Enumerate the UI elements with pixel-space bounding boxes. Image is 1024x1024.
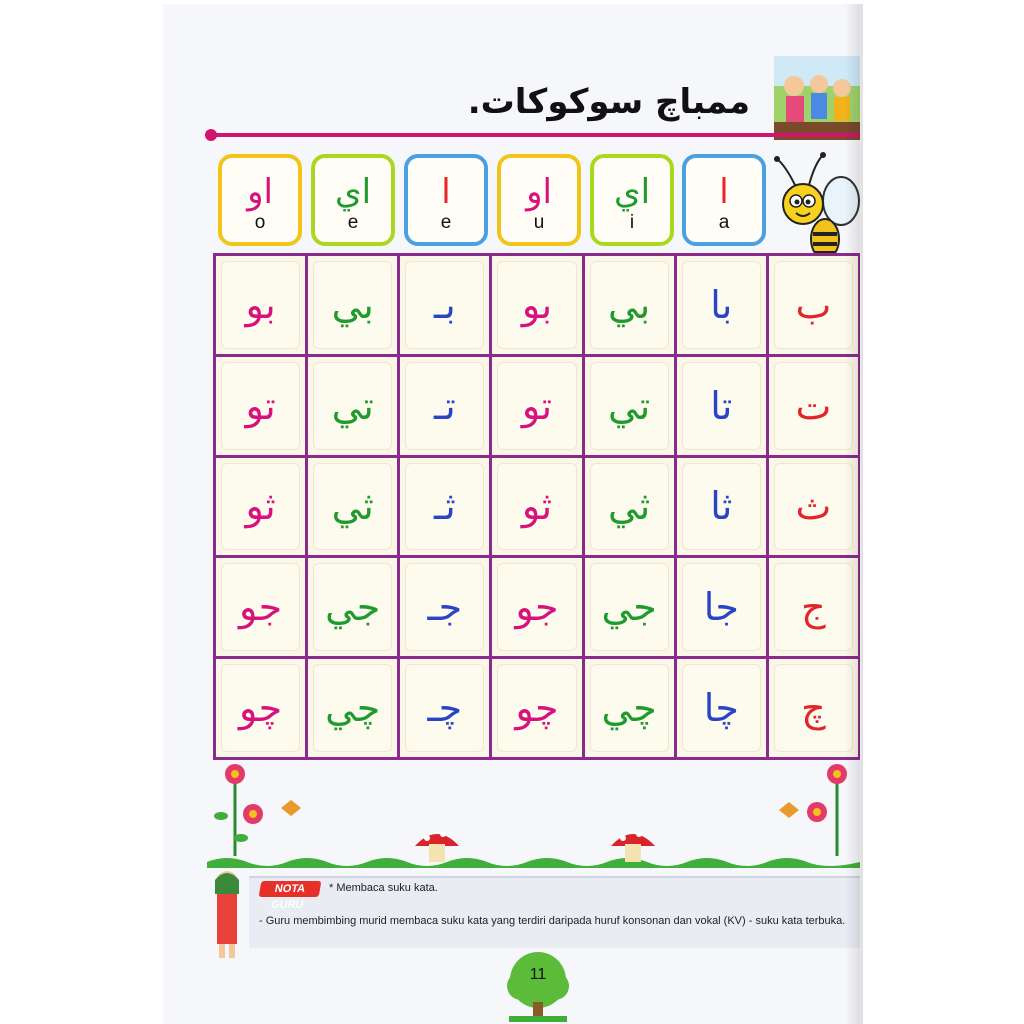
syllable-text: با [710, 282, 733, 327]
vowel-box-o [218, 154, 302, 246]
vowel-arabic: او [247, 172, 273, 212]
grid-cell [308, 256, 397, 354]
syllable-text: تو [245, 383, 276, 428]
grid-cell [400, 256, 489, 354]
page-number-badge [503, 950, 573, 1024]
grid-cell [677, 458, 766, 556]
consonant-text: ت [795, 383, 832, 428]
syllable-text: چي [601, 686, 657, 731]
syllable-text: ثو [521, 484, 553, 529]
grid-cell [400, 558, 489, 656]
vowel-latin: o [254, 212, 266, 233]
grid-cell [492, 357, 581, 455]
syllable-text: چي [325, 686, 381, 731]
teacher-figure-icon [207, 866, 251, 966]
grid-cell [308, 458, 397, 556]
grid-cell [677, 558, 766, 656]
syllable-text: تو [521, 383, 553, 428]
syllable-text: جي [325, 585, 381, 630]
syllable-text: ثـ [433, 484, 456, 529]
syllable-text: بو [521, 282, 553, 327]
grid-cell [492, 659, 581, 757]
syllable-text: بو [245, 282, 276, 327]
syllable-text: جي [601, 585, 657, 630]
textbook-page [163, 4, 860, 1024]
vowel-arabic: اي [334, 172, 372, 212]
grid-cell [216, 458, 305, 556]
vowel-box-i [590, 154, 674, 246]
teacher-note-label: NOTA GURU [259, 881, 322, 897]
grid-cell [216, 558, 305, 656]
grid-cell [585, 659, 674, 757]
vowel-box-u [497, 154, 581, 246]
syllable-text: چا [703, 686, 739, 731]
grid-cell [585, 357, 674, 455]
teacher-note-point: * Membaca suku kata. [329, 882, 438, 894]
grid-cell [216, 256, 305, 354]
consonant-text: ج [801, 585, 826, 630]
vowel-latin: e [347, 212, 359, 233]
syllable-text: بي [331, 282, 374, 327]
grid-cell [400, 458, 489, 556]
grid-cell [216, 357, 305, 455]
grid-cell [492, 256, 581, 354]
page-title: ممباچ سوكوكات. [467, 82, 750, 122]
syllable-text: بي [608, 282, 651, 327]
syllable-text: ثي [608, 484, 651, 529]
syllable-grid [213, 253, 860, 760]
syllable-text: تا [710, 383, 733, 428]
grid-cell [677, 357, 766, 455]
syllable-text: چو [239, 686, 283, 731]
vowel-arabic: اي [613, 172, 651, 212]
page-gutter-shadow [845, 4, 863, 1024]
syllable-text: ثو [245, 484, 276, 529]
vowel-box-a [682, 154, 766, 246]
vowel-latin: e [440, 212, 452, 233]
vowel-latin: u [533, 212, 545, 233]
syllable-text: جو [239, 585, 283, 630]
grid-cell [585, 458, 674, 556]
syllable-text: بـ [433, 282, 456, 327]
consonant-text: ث [795, 484, 832, 529]
grid-cell [492, 458, 581, 556]
syllable-text: تي [331, 383, 374, 428]
syllable-text: جو [515, 585, 559, 630]
consonant-text: ب [795, 282, 832, 327]
vowel-arabic: ا [441, 172, 451, 212]
teacher-note-text: - Guru membimbing murid membaca suku kata yang terdiri daripada huruf konsonan dan vokal (KV) - suku kata terbuka. [259, 915, 846, 927]
syllable-text: تـ [433, 383, 456, 428]
syllable-text: ثي [331, 484, 374, 529]
grid-cell [400, 357, 489, 455]
syllable-text: ثا [710, 484, 733, 529]
grid-cell [308, 558, 397, 656]
syllable-text: چـ [427, 686, 463, 731]
syllable-text: تي [608, 383, 651, 428]
tree-icon [503, 950, 573, 1024]
vowel-latin: i [629, 212, 635, 233]
syllable-text: جـ [427, 585, 463, 630]
garden-illustration [207, 760, 860, 868]
title-rule [209, 133, 860, 137]
vowel-box-e-short [404, 154, 488, 246]
grid-cell [308, 659, 397, 757]
grid-cell [400, 659, 489, 757]
vowel-arabic: ا [719, 172, 729, 212]
syllable-text: جا [703, 585, 739, 630]
vowel-box-e-long [311, 154, 395, 246]
grid-cell [585, 558, 674, 656]
vowel-latin: a [718, 212, 730, 233]
syllable-text: چو [515, 686, 559, 731]
page-number: 11 [529, 966, 547, 983]
grid-cell [585, 256, 674, 354]
consonant-text: چ [801, 686, 826, 731]
grid-cell [216, 659, 305, 757]
grid-cell [492, 558, 581, 656]
grid-cell [677, 256, 766, 354]
title-rule-dot [205, 129, 217, 141]
grid-cell [308, 357, 397, 455]
vowel-arabic: او [526, 172, 552, 212]
grid-cell [677, 659, 766, 757]
